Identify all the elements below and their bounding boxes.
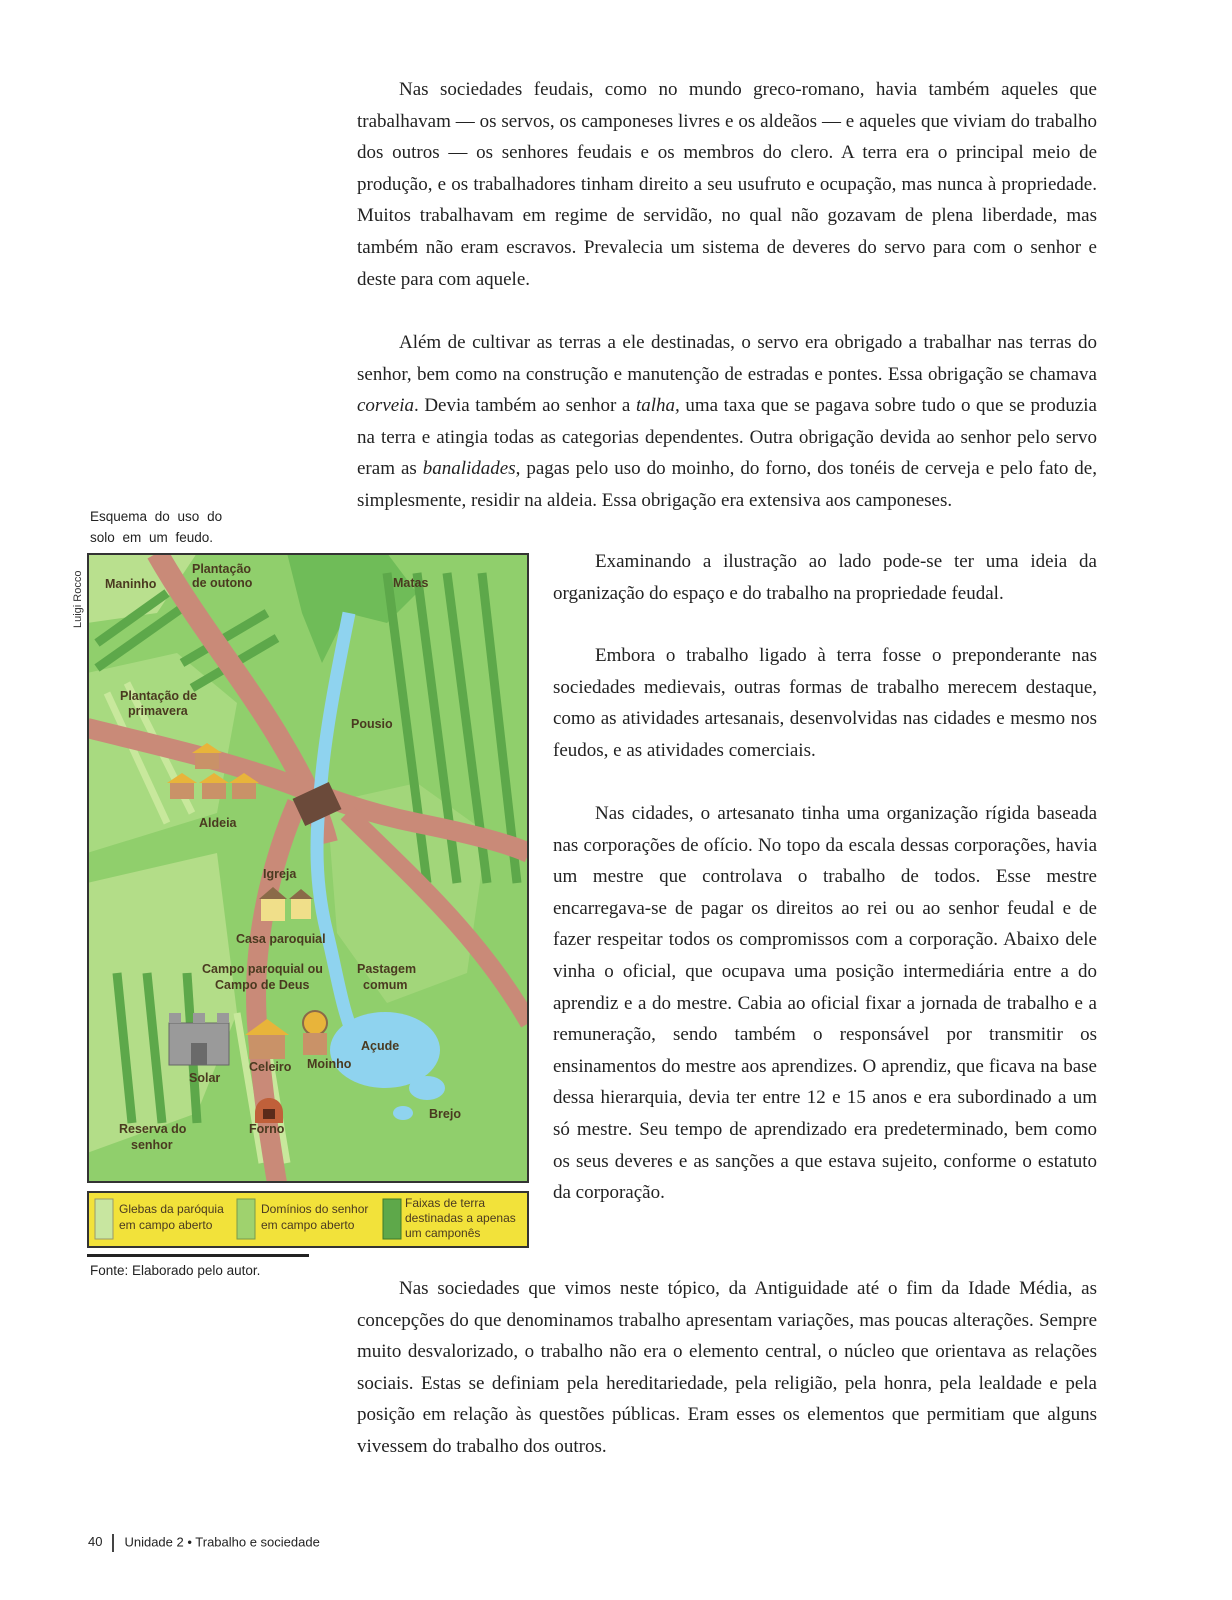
label-acude: Açude [361,1039,400,1053]
footer-section: Unidade 2 • Trabalho e sociedade [124,1534,320,1550]
illustrator-credit [70,562,84,632]
legend-parish-label: Glebas da paróquia [119,1202,224,1216]
source-divider [87,1254,309,1257]
label-maninho: Maninho [105,577,157,591]
figure-caption: Esquema do uso do solo em um feudo. [90,509,223,545]
feudal-land-use-map [87,553,529,1183]
text-run: . Devia também ao senhor a [413,395,636,417]
manor-solar [169,1013,229,1065]
label-moinho: Moinho [307,1057,352,1071]
label-reserva: Reserva do [119,1122,187,1136]
legend-lord-label: em campo aberto [261,1218,355,1232]
label-pousio: Pousio [351,717,393,731]
term-talha: talha, [635,395,680,417]
label-plantacao-outono: Plantação [192,562,252,576]
label-aldeia: Aldeia [199,816,237,830]
legend-swatch-strips [383,1199,401,1239]
label-campo-paroquial: Campo paroquial ou [202,962,323,976]
term-corveia: corveia [357,395,414,417]
label-igreja: Igreja [263,867,297,881]
mill-moinho [303,1011,327,1055]
paragraph-other-work-forms: Embora o trabalho ligado à terra fosse o preponderante nas sociedades medievais, outras formas de trabalho merecem destaque, como as atividades artesanais, desenvolvidas nas cidades e mesmo nos feudos, e as atividades comerciais. [553,645,1097,761]
paragraph-serf-obligations [357,327,1097,517]
legend-lord-label: Domínios do senhor [261,1202,369,1216]
map-legend [87,1191,529,1248]
label-solar: Solar [189,1071,221,1085]
text-run: Além de cultivar as terras a ele destinadas, o servo era obrigado a trabalhar nas terras do senhor, bem como na construção e manutenção de estradas e pontes. Essa obrigação se chamava [357,332,1097,385]
legend-strips-label: um camponês [405,1226,481,1240]
paragraph-illustration-reference: Examinando a ilustração ao lado pode-se ter uma ideia da organização do espaço e do trabalho na propriedade feudal. [553,551,1097,604]
label-pastagem: comum [363,978,408,992]
text-run: uma taxa que se pagava sobre tudo o que se produzia na terra e atingia todas as categorias dependentes. Outra obrigação devida ao senhor pelo servo eram as [357,395,1097,480]
label-forno: Forno [249,1122,285,1136]
paragraph-guilds: Nas cidades, o artesanato tinha uma organização rígida baseada nas corporações de ofício. No topo da escala dessas corporações, havia um mestre que controlava o trabalho de todos. Esse mestre encarregava-se de pagar os direitos ao rei ou ao senhor feudal e de fazer respeitar todos os compromissos com a corporação. Abaixo dele vinha o oficial, que ocupava uma posição intermediária entre a do aprendiz e a do mestre. Cabia ao oficial fixar a jornada de trabalho e a remuneração, sendo também o responsável por transmitir os ensinamentos do mestre aos aprendizes. O aprendiz, que ficava na base dessa hierarquia, devia ter entre 12 e 15 anos e era subordinado a um só mestre. Seu tempo de aprendizado era predeterminado, bem como os seus deveres e as sanções a que estava sujeito, conforme o estatuto da corporação. [553,803,1097,1204]
paragraph-conclusion: Nas sociedades que vimos neste tópico, da Antiguidade até o fim da Idade Média, as concepções do que denominamos trabalho apresentam variações, mas poucas alterações. Sempre muito desvalorizado, o trabalho não era o elemento central, o núcleo que orientava as relações sociais. Estas se definiam pela hereditariedade, pela religião, pela honra, pela lealdade e pela posição em relação às questões públicas. Eram esses os elementos que permitiam que alguns vivessem do trabalho dos outros. [357,1278,1097,1457]
text-run: , pagas pelo uso do moinho, do forno, dos tonéis de cerveja e pelo fato de, simplesmente, residir na aldeia. Essa obrigação era extensiva aos camponeses. [357,458,1097,511]
label-plantacao-primavera: Plantação de [120,689,198,703]
marsh-brejo [393,1106,413,1120]
page-footer [88,1534,320,1554]
legend-swatch-parish [95,1199,113,1239]
marsh-brejo [409,1076,445,1100]
label-plantacao-primavera: primavera [128,704,188,718]
legend-strips-label: Faixas de terra [405,1196,486,1210]
figure-source: Fonte: Elaborado pelo autor. [90,1263,261,1278]
credit-text: Luigi Rocco [72,570,84,628]
term-banalidades: banalidades [422,458,516,480]
legend-parish-label: em campo aberto [119,1218,213,1232]
label-plantacao-outono: de outono [192,576,253,590]
paragraph-feudal-societies: Nas sociedades feudais, como no mundo greco-romano, havia também aqueles que trabalhavam — os servos, os camponeses livres e os aldeãos — e aqueles que viviam do trabalho dos outros — os senhores feudais e os membros do clero. A terra era o principal meio de produção, e os trabalhadores tinham direito a seu usufruto e ocupação, mas nunca à propriedade. Muitos trabalhavam em regime de servidão, no qual não gozavam de plena liberdade, mas também não eram escravos. Prevalecia um sistema de deveres do servo para com o senhor e deste para com aquele. [357,79,1097,290]
label-celeiro: Celeiro [249,1060,292,1074]
page-number: 40 [88,1534,103,1550]
legend-strips-label: destinadas a apenas [405,1211,516,1225]
label-reserva: senhor [131,1138,173,1152]
legend-swatch-lord [237,1199,255,1239]
footer-divider [112,1534,114,1552]
label-casa-paroquial: Casa paroquial [236,932,326,946]
label-pastagem: Pastagem [357,962,417,976]
label-campo-paroquial: Campo de Deus [215,978,310,992]
label-matas: Matas [393,576,429,590]
label-brejo: Brejo [429,1107,461,1121]
